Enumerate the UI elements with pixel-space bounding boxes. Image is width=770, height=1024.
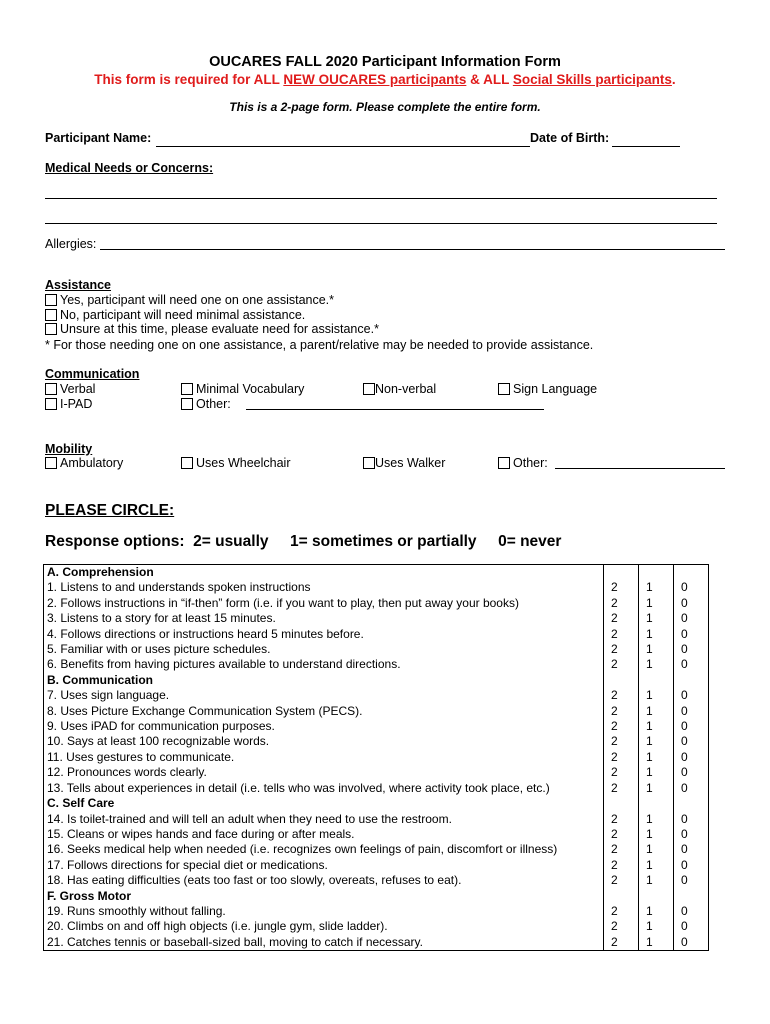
checkbox[interactable] — [45, 457, 57, 469]
score-1[interactable]: 1 — [639, 688, 674, 703]
score-2[interactable]: 2 — [604, 734, 639, 749]
checkbox[interactable] — [498, 383, 510, 395]
table-row — [44, 765, 709, 780]
checkbox[interactable] — [45, 309, 57, 321]
score-2[interactable]: 2 — [604, 781, 639, 796]
section-header-row — [44, 796, 709, 811]
participant-name-label: Participant Name: — [45, 131, 152, 145]
option-label: Uses Walker — [375, 456, 446, 470]
section-title: F. Gross Motor — [44, 889, 604, 904]
response-options: Response options: 2= usually 1= sometimes or partially 0= never — [45, 533, 562, 550]
score-cell-blank — [639, 673, 674, 688]
medical-needs-line-1[interactable] — [45, 198, 717, 199]
question-text: 20. Climbs on and off high objects (i.e. jungle gym, slide ladder). — [44, 919, 604, 934]
table-row — [44, 842, 709, 857]
table-row — [44, 750, 709, 765]
score-0[interactable]: 0 — [674, 580, 709, 595]
score-1[interactable]: 1 — [639, 873, 674, 888]
score-1[interactable]: 1 — [639, 919, 674, 934]
score-1[interactable]: 1 — [639, 781, 674, 796]
score-cell-blank — [604, 889, 639, 904]
table-row — [44, 642, 709, 657]
score-0[interactable]: 0 — [674, 704, 709, 719]
table-row — [44, 704, 709, 719]
option-label: Uses Wheelchair — [196, 456, 291, 470]
score-2[interactable]: 2 — [604, 627, 639, 642]
subtitle-suffix: . — [671, 72, 676, 87]
two-page-note: This is a 2-page form. Please complete the entire form. — [229, 100, 541, 114]
assistance-option-yes[interactable] — [45, 293, 334, 307]
table-row — [44, 935, 709, 951]
checkbox[interactable] — [363, 383, 375, 395]
question-text: 11. Uses gestures to communicate. — [44, 750, 604, 765]
question-text: 21. Catches tennis or baseball-sized ball, moving to catch if necessary. — [44, 935, 604, 951]
score-1[interactable]: 1 — [639, 580, 674, 595]
score-0[interactable]: 0 — [674, 750, 709, 765]
assistance-option-no[interactable] — [45, 308, 305, 322]
score-0[interactable]: 0 — [674, 873, 709, 888]
checkbox[interactable] — [363, 457, 375, 469]
table-row — [44, 611, 709, 626]
assistance-footnote: * For those needing one on one assistance, a parent/relative may be needed to provide assistance. — [45, 338, 594, 352]
table-row — [44, 596, 709, 611]
subtitle-prefix: This form is required for ALL — [94, 72, 284, 87]
score-2[interactable]: 2 — [604, 704, 639, 719]
date-of-birth-label: Date of Birth: — [530, 131, 610, 145]
question-text: 17. Follows directions for special diet or medications. — [44, 858, 604, 873]
score-cell-blank — [674, 889, 709, 904]
checkbox[interactable] — [45, 398, 57, 410]
section-header-row — [44, 673, 709, 688]
mobility-other-field[interactable] — [555, 468, 725, 469]
table-row — [44, 873, 709, 888]
score-1[interactable]: 1 — [639, 734, 674, 749]
score-1[interactable]: 1 — [639, 827, 674, 842]
score-0[interactable]: 0 — [674, 719, 709, 734]
score-0[interactable]: 0 — [674, 734, 709, 749]
option-label: No, participant will need minimal assistance. — [60, 308, 306, 322]
checkbox[interactable] — [45, 323, 57, 335]
score-2[interactable]: 2 — [604, 657, 639, 672]
communication-heading: Communication — [45, 367, 140, 381]
option-label: Minimal Vocabulary — [196, 382, 305, 396]
score-0[interactable]: 0 — [674, 919, 709, 934]
table-row — [44, 827, 709, 842]
mobility-walker[interactable] — [363, 456, 445, 470]
question-text: 19. Runs smoothly without falling. — [44, 904, 604, 919]
question-text: 9. Uses iPAD for communication purposes. — [44, 719, 604, 734]
communication-sign-language[interactable] — [498, 382, 597, 396]
question-text: 7. Uses sign language. — [44, 688, 604, 703]
checkbox[interactable] — [181, 457, 193, 469]
option-label: Sign Language — [513, 382, 598, 396]
option-label: Ambulatory — [60, 456, 124, 470]
question-text: 2. Follows instructions in “if-then” form (i.e. if you want to play, then put away your books) — [44, 596, 604, 611]
communication-other[interactable] — [181, 397, 231, 411]
score-2[interactable]: 2 — [604, 827, 639, 842]
communication-ipad[interactable] — [45, 397, 92, 411]
question-text: 1. Listens to and understands spoken instructions — [44, 580, 604, 595]
table-row — [44, 904, 709, 919]
question-text: 14. Is toilet-trained and will tell an adult when they need to use the restroom. — [44, 812, 604, 827]
score-2[interactable]: 2 — [604, 642, 639, 657]
score-2[interactable]: 2 — [604, 580, 639, 595]
option-label: Other: — [513, 456, 548, 470]
score-1[interactable]: 1 — [639, 642, 674, 657]
score-cell-blank — [674, 796, 709, 811]
question-text: 10. Says at least 100 recognizable words. — [44, 734, 604, 749]
date-of-birth-field[interactable] — [612, 146, 680, 147]
form-requirement-note — [0, 72, 770, 87]
score-1[interactable]: 1 — [639, 596, 674, 611]
option-label: Verbal — [60, 382, 96, 396]
score-0[interactable]: 0 — [674, 596, 709, 611]
allergies-label: Allergies: — [45, 237, 97, 251]
option-label: Unsure at this time, please evaluate need for assistance.* — [60, 322, 379, 336]
score-0[interactable]: 0 — [674, 842, 709, 857]
score-0[interactable]: 0 — [674, 688, 709, 703]
score-cell-blank — [604, 565, 639, 581]
score-1[interactable]: 1 — [639, 935, 674, 951]
question-text: 6. Benefits from having pictures available to understand directions. — [44, 657, 604, 672]
score-cell-blank — [639, 565, 674, 581]
assistance-heading: Assistance — [45, 278, 112, 292]
score-cell-blank — [639, 889, 674, 904]
mobility-heading: Mobility — [45, 442, 93, 456]
score-0[interactable]: 0 — [674, 904, 709, 919]
question-text: 4. Follows directions or instructions heard 5 minutes before. — [44, 627, 604, 642]
score-2[interactable]: 2 — [604, 688, 639, 703]
table-row — [44, 734, 709, 749]
score-2[interactable]: 2 — [604, 858, 639, 873]
score-2[interactable]: 2 — [604, 611, 639, 626]
score-cell-blank — [639, 796, 674, 811]
question-text: 8. Uses Picture Exchange Communication System (PECS). — [44, 704, 604, 719]
score-2[interactable]: 2 — [604, 873, 639, 888]
option-label: Yes, participant will need one on one assistance.* — [60, 293, 335, 307]
question-text: 15. Cleans or wipes hands and face during or after meals. — [44, 827, 604, 842]
score-0[interactable]: 0 — [674, 611, 709, 626]
score-2[interactable]: 2 — [604, 842, 639, 857]
checkbox[interactable] — [181, 383, 193, 395]
score-2[interactable]: 2 — [604, 596, 639, 611]
communication-verbal[interactable] — [45, 382, 95, 396]
score-0[interactable]: 0 — [674, 657, 709, 672]
score-1[interactable]: 1 — [639, 765, 674, 780]
table-row — [44, 688, 709, 703]
communication-minimal-vocab[interactable] — [181, 382, 304, 396]
question-text: 3. Listens to a story for at least 15 minutes. — [44, 611, 604, 626]
table-row — [44, 627, 709, 642]
checkbox[interactable] — [45, 383, 57, 395]
score-cell-blank — [674, 565, 709, 581]
score-2[interactable]: 2 — [604, 919, 639, 934]
score-2[interactable]: 2 — [604, 765, 639, 780]
score-cell-blank — [604, 673, 639, 688]
table-row — [44, 657, 709, 672]
score-2[interactable]: 2 — [604, 904, 639, 919]
communication-non-verbal[interactable] — [363, 382, 436, 396]
score-0[interactable]: 0 — [674, 627, 709, 642]
score-0[interactable]: 0 — [674, 935, 709, 951]
section-title: C. Self Care — [44, 796, 604, 811]
please-circle-heading: PLEASE CIRCLE: — [45, 502, 175, 519]
rating-table — [43, 564, 709, 951]
score-1[interactable]: 1 — [639, 858, 674, 873]
section-title: A. Comprehension — [44, 565, 604, 581]
mobility-ambulatory[interactable] — [45, 456, 123, 470]
table-row — [44, 781, 709, 796]
score-1[interactable]: 1 — [639, 750, 674, 765]
table-row — [44, 812, 709, 827]
medical-needs-label: Medical Needs or Concerns: — [45, 161, 214, 175]
participant-name-field[interactable] — [156, 146, 530, 147]
score-2[interactable]: 2 — [604, 750, 639, 765]
medical-needs-line-2[interactable] — [45, 223, 717, 224]
score-0[interactable]: 0 — [674, 642, 709, 657]
score-2[interactable]: 2 — [604, 935, 639, 951]
subtitle-new-participants: NEW OUCARES participants — [283, 72, 467, 87]
score-0[interactable]: 0 — [674, 858, 709, 873]
score-1[interactable]: 1 — [639, 904, 674, 919]
score-0[interactable]: 0 — [674, 781, 709, 796]
checkbox[interactable] — [181, 398, 193, 410]
mobility-wheelchair[interactable] — [181, 456, 290, 470]
option-label: Other: — [196, 397, 231, 411]
score-1[interactable]: 1 — [639, 842, 674, 857]
score-0[interactable]: 0 — [674, 812, 709, 827]
communication-other-field[interactable] — [246, 409, 544, 410]
score-0[interactable]: 0 — [674, 765, 709, 780]
assistance-option-unsure[interactable] — [45, 322, 379, 336]
question-text: 5. Familiar with or uses picture schedules. — [44, 642, 604, 657]
score-1[interactable]: 1 — [639, 627, 674, 642]
score-1[interactable]: 1 — [639, 657, 674, 672]
question-text: 13. Tells about experiences in detail (i.e. tells who was involved, where activity took place, etc.) — [44, 781, 604, 796]
score-2[interactable]: 2 — [604, 812, 639, 827]
allergies-field[interactable] — [100, 249, 725, 250]
form-title: OUCARES FALL 2020 Participant Information Form — [209, 54, 561, 70]
score-1[interactable]: 1 — [639, 719, 674, 734]
score-2[interactable]: 2 — [604, 719, 639, 734]
subtitle-social-skills: Social Skills participants — [512, 72, 672, 87]
score-cell-blank — [604, 796, 639, 811]
checkbox[interactable] — [45, 294, 57, 306]
question-text: 18. Has eating difficulties (eats too fast or too slowly, overeats, refuses to eat). — [44, 873, 604, 888]
question-text: 12. Pronounces words clearly. — [44, 765, 604, 780]
table-row — [44, 919, 709, 934]
score-1[interactable]: 1 — [639, 611, 674, 626]
section-header-row — [44, 889, 709, 904]
mobility-other[interactable] — [498, 456, 548, 470]
table-row — [44, 719, 709, 734]
section-title: B. Communication — [44, 673, 604, 688]
table-row — [44, 580, 709, 595]
score-cell-blank — [674, 673, 709, 688]
question-text: 16. Seeks medical help when needed (i.e. recognizes own feelings of pain, discomfort or illness) — [44, 842, 604, 857]
score-0[interactable]: 0 — [674, 827, 709, 842]
section-header-row — [44, 565, 709, 581]
score-1[interactable]: 1 — [639, 704, 674, 719]
score-1[interactable]: 1 — [639, 812, 674, 827]
table-row — [44, 858, 709, 873]
subtitle-mid: & ALL — [466, 72, 513, 87]
option-label: I-PAD — [60, 397, 93, 411]
checkbox[interactable] — [498, 457, 510, 469]
option-label: Non-verbal — [375, 382, 437, 396]
